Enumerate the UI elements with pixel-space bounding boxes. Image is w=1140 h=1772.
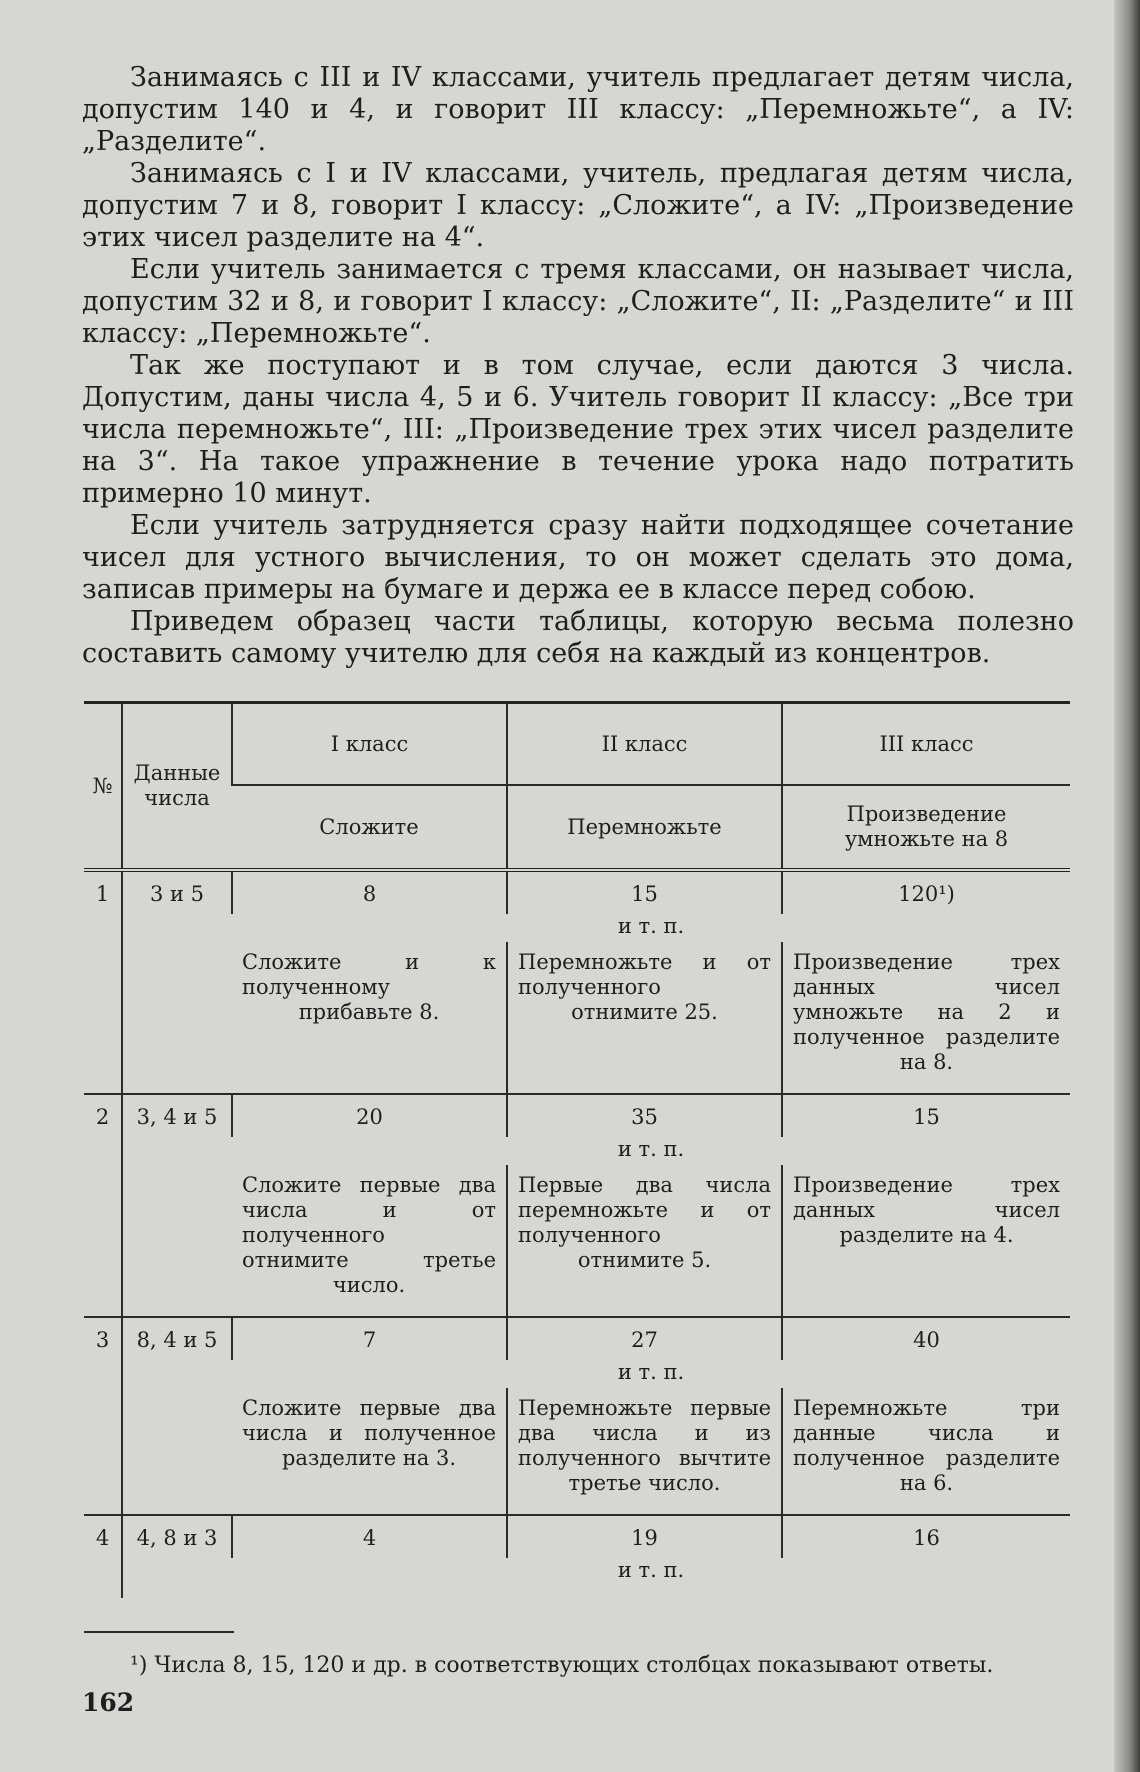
paragraph: Если учитель занимается с тремя классами, он называет числа, допустим 32 и 8, и говорит I классу: „Сложите“, II: „Разделите“ и III классу: „Перемножьте“. [82, 254, 1074, 349]
row-number: 2 [84, 1094, 122, 1317]
paragraph: Занимаясь с III и IV классами, учитель предлагает детям числа, допустим 140 и 4, и говорит III классу: „Перемножьте“, а IV: „Разделите“. [82, 62, 1074, 157]
body-text [82, 62, 1074, 670]
table-row [84, 870, 1070, 914]
answer-class-3: 16 [782, 1515, 1070, 1558]
paragraph: Так же поступают и в том случае, если даются 3 числа. Допустим, даны числа 4, 5 и 6. Учитель говорит II классу: „Все три числа перемножьте“, III: „Произведение трех этих чисел разделите на 3“. На такое упражнение в течение урока надо потратить примерно 10 минут. [82, 350, 1074, 509]
answer-class-3: 120¹) [782, 870, 1070, 914]
row-number: 3 [84, 1317, 122, 1515]
task-class-2 [507, 1388, 782, 1515]
answer-class-3: 40 [782, 1317, 1070, 1360]
task-class-3 [782, 1165, 1070, 1317]
task-text: Произведение трех данных чисел разделите на 4. [793, 1173, 1060, 1247]
page-edge-shadow [1114, 0, 1140, 1772]
table-row [84, 1515, 1070, 1558]
header-class-2: II класс [507, 703, 782, 786]
task-class-1 [232, 1165, 507, 1317]
task-class-1 [232, 1388, 507, 1515]
header-task-1: Сложите [232, 785, 507, 870]
task-text: Сложите первые два числа и от полученного отнимите третье число. [242, 1173, 496, 1297]
answer-class-2: 35 [507, 1094, 782, 1137]
task-text: Произведение трех данных чисел умножьте на 2 и полученное разделите на 8. [793, 950, 1060, 1074]
task-text: Перемножьте и от полученного отнимите 25. [518, 950, 771, 1024]
paragraph: Если учитель затрудняется сразу найти подходящее сочетание чисел для устного вычисления, то он может сделать это дома, записав примеры на бумаге и держа ее в классе перед собою. [82, 510, 1074, 605]
row-data: 4, 8 и 3 [122, 1515, 232, 1598]
task-text: Перемножьте три данные числа и полученное разделите на 6. [793, 1396, 1060, 1495]
exercise-table [84, 701, 1070, 1598]
task-text: Сложите и к полученному прибавьте 8. [242, 950, 496, 1024]
etc-note: и т. п. [617, 1558, 685, 1582]
row-number: 1 [84, 870, 122, 1094]
etc-note: и т. п. [617, 1360, 685, 1384]
header-class-3: III класс [782, 703, 1070, 786]
task-class-3 [782, 1388, 1070, 1515]
header-task-3: Произведение умножьте на 8 [782, 785, 1070, 870]
answer-class-1: 20 [232, 1094, 507, 1137]
paragraph: Приведем образец части таблицы, которую весьма полезно составить самому учителю для себя на каждый из концентров. [82, 606, 1074, 669]
task-text: Перемножьте первые два числа и из полученного вычтите третье число. [518, 1396, 771, 1495]
task-text: Первые два числа перемножьте и от полученного отнимите 5. [518, 1173, 771, 1272]
task-class-2 [507, 1165, 782, 1317]
header-data: Данные числа [122, 703, 232, 871]
task-text: Сложите первые два числа и полученное разделите на 3. [242, 1396, 496, 1470]
task-class-1 [232, 942, 507, 1094]
row-data: 3 и 5 [122, 870, 232, 1094]
footnote: ¹) Числа 8, 15, 120 и др. в соответствующих столбцах показывают ответы. [130, 1653, 994, 1678]
task-class-3 [782, 942, 1070, 1094]
answer-class-2: 15 [507, 870, 782, 914]
answer-class-2: 19 [507, 1515, 782, 1558]
task-class-2 [507, 942, 782, 1094]
table-end-rule [84, 1631, 234, 1633]
table-row [84, 1317, 1070, 1360]
answer-class-1: 8 [232, 870, 507, 914]
header-num: № [84, 703, 122, 871]
etc-note: и т. п. [617, 1137, 685, 1161]
header-task-2: Перемножьте [507, 785, 782, 870]
answer-class-3: 15 [782, 1094, 1070, 1137]
answer-class-1: 4 [232, 1515, 507, 1558]
exercise-table-wrap [84, 701, 1070, 1629]
header-class-1: I класс [232, 703, 507, 786]
row-number: 4 [95, 1526, 110, 1550]
answer-class-2: 27 [507, 1317, 782, 1360]
table-row [84, 1094, 1070, 1137]
row-data: 8, 4 и 5 [122, 1317, 232, 1515]
page-number: 162 [82, 1688, 135, 1717]
etc-note: и т. п. [617, 914, 685, 938]
answer-class-1: 7 [232, 1317, 507, 1360]
paragraph: Занимаясь с I и IV классами, учитель, предлагая детям числа, допустим 7 и 8, говорит I классу: „Сложите“, а IV: „Произведение этих чисел разделите на 4“. [82, 158, 1074, 253]
row-data: 3, 4 и 5 [122, 1094, 232, 1317]
